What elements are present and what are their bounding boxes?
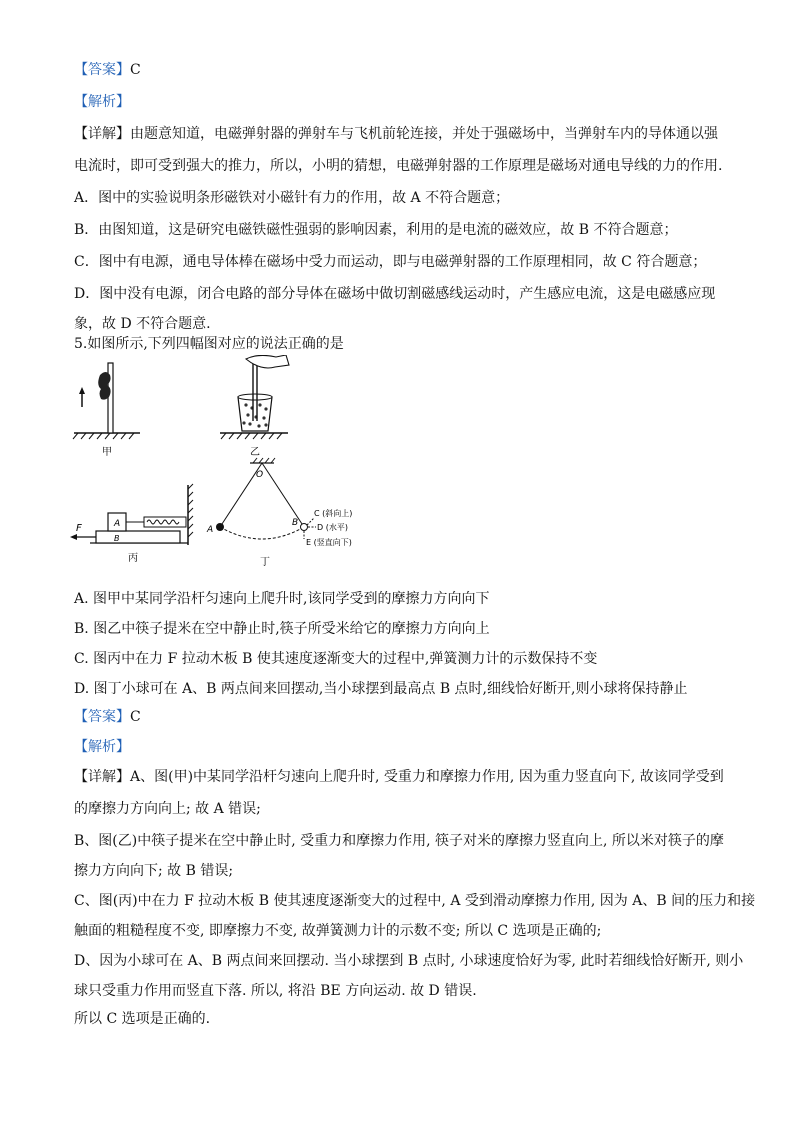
detail-d-line-2: 球只受重力作用而竖直下落. 所以, 将沿 BE 方向运动. 故 D 错误. [74, 983, 477, 999]
question-5-figures [70, 355, 390, 575]
detail-tag: 【详解】 [74, 126, 130, 142]
option-b-analysis: B．由图知道，这是研究电磁铁磁性强弱的影响因素，利用的是电流的磁效应，故 B 不符合题意； [74, 222, 678, 238]
label-jia: 甲 [102, 447, 112, 458]
answer-line-1 [74, 60, 734, 80]
option-d-analysis-1: D．图中没有电源，闭合电路的部分导体在磁场中做切割磁感线运动时，产生感应电流，这是电磁感应现 [74, 286, 716, 302]
figure-bing [70, 484, 193, 564]
label-bing: 丙 [128, 553, 138, 564]
option-d-analysis-2: 象，故 D 不符合题意. [74, 316, 211, 332]
answer-tag: 【答案】 [74, 709, 130, 725]
option-b: B. 图乙中筷子提米在空中静止时,筷子所受米给它的摩擦力方向向上 [74, 621, 490, 637]
analysis-tag: 【解析】 [74, 94, 130, 110]
detail-text: A、图(甲)中某同学沿杆匀速向上爬升时, 受重力和摩擦力作用, 因为重力竖直向下, 故该同学受到 [130, 769, 724, 785]
detail-b-line-2: 擦力方向向下; 故 B 错误; [74, 863, 234, 879]
detail-c-line-2: 触面的粗糙程度不变, 即摩擦力不变, 故弹簧测力计的示数不变; 所以 C 选项是正确的; [74, 923, 602, 939]
option-a: A. 图甲中某同学沿杆匀速向上爬升时,该同学受到的摩擦力方向向下 [74, 591, 490, 607]
conclusion: 所以 C 选项是正确的. [74, 1011, 211, 1027]
detail-line-1 [74, 124, 734, 144]
figure-yi [220, 355, 289, 458]
option-a-analysis: A．图中的实验说明条形磁铁对小磁针有力的作用，故 A 不符合题意； [74, 190, 510, 206]
analysis-tag-line-1 [74, 92, 734, 112]
answer-value: C [130, 62, 141, 78]
detail-tag: 【详解】 [74, 769, 130, 785]
label-pivot-O: O [256, 470, 264, 480]
label-ding: 丁 [260, 557, 270, 568]
detail-text: 由题意知道，电磁弹射器的弹射车与飞机前轮连接，并处于强磁场中，当弹射车内的导体通以强 [130, 126, 718, 142]
analysis-tag: 【解析】 [74, 739, 130, 755]
answer-tag: 【答案】 [74, 62, 130, 78]
label-block-A: A [114, 519, 121, 529]
answer-value: C [130, 709, 141, 725]
option-c-analysis: C．图中有电源，通电导体棒在磁场中受力而运动，即与电磁弹射器的工作原理相同，故 C 符合题意； [74, 254, 707, 270]
detail-d-line-1: D、因为小球可在 A、B 两点间来回摆动. 当小球摆到 B 点时, 小球速度恰好为零, 此时若细线恰好断开, 则小 [74, 953, 744, 969]
label-point-B: B [292, 518, 299, 528]
label-point-A: A [207, 525, 214, 535]
detail-b-line-1: B、图(乙)中筷子提米在空中静止时, 受重力和摩擦力作用, 筷子对米的摩擦力竖直向上, 所以米对筷子的摩 [74, 833, 724, 849]
label-dir-E: E (竖直向下) [306, 538, 352, 547]
label-force-F: F [76, 523, 82, 534]
detail-a-line-1 [74, 767, 734, 787]
figure-jia [73, 363, 140, 458]
label-dir-D: D (水平) [317, 523, 348, 532]
detail-a-line-2: 的摩擦力方向向上; 故 A 错误; [74, 801, 261, 817]
answer-line-2 [74, 707, 734, 727]
detail-line-2: 电流时，即可受到强大的推力，所以，小明的猜想，电磁弹射器的工作原理是磁场对通电导线的力的作用. [74, 158, 723, 174]
figure-ding [206, 458, 352, 568]
analysis-tag-line-2 [74, 737, 734, 757]
detail-c-line-1: C、图(丙)中在力 F 拉动木板 B 使其速度逐渐变大的过程中, A 受到滑动摩擦力作用, 因为 A、B 间的压力和接 [74, 893, 756, 909]
question-5-stem: 5.如图所示,下列四幅图对应的说法正确的是 [74, 336, 344, 352]
label-yi: 乙 [250, 447, 260, 458]
label-dir-C: C (斜向上) [314, 509, 353, 518]
label-board-B: B [114, 534, 120, 543]
option-c: C. 图丙中在力 F 拉动木板 B 使其速度逐渐变大的过程中,弹簧测力计的示数保持不变 [74, 651, 598, 667]
option-d: D. 图丁小球可在 A、B 两点间来回摆动,当小球摆到最高点 B 点时,细线恰好断开,则小球将保持静止 [74, 681, 688, 697]
